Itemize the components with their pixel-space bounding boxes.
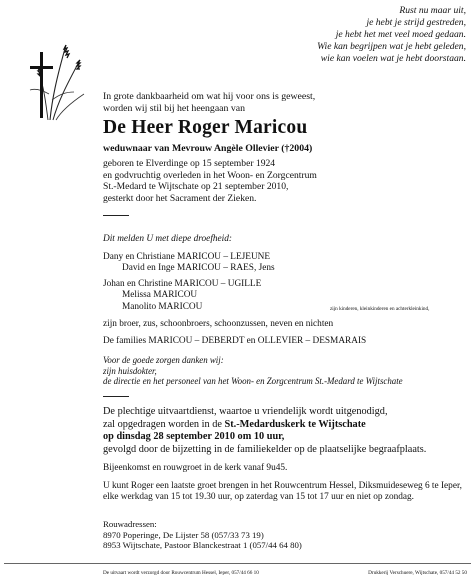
care-thanks-line: zijn huisdokter, — [103, 365, 157, 376]
bio-line: St.-Medard te Wijtschate op 21 september 2010, — [103, 181, 289, 193]
funeral-line: gevolgd door de bijzetting in de familiekelder op de plaatselijke begraafplaats. — [103, 443, 427, 455]
family-line: Melissa MARICOU — [122, 290, 198, 300]
section-divider — [103, 396, 129, 397]
section-divider — [103, 215, 129, 216]
siblings-line: zijn broer, zus, schoonbroers, schoonzussen, neven en nichten — [103, 319, 334, 329]
viewing-line: elke werkdag van 15 tot 19.30 uur, op zaterdag van 15 tot 17 uur en niet op zondag. — [103, 492, 414, 502]
poem-line: Rust nu maar uit, — [399, 5, 466, 16]
family-line: Johan en Christine MARICOU – UGILLE — [103, 279, 262, 289]
address-line: 8970 Poperinge, De Lijster 58 (057/33 73 19) — [103, 529, 264, 540]
addresses-heading: Rouwadressen: — [103, 519, 157, 529]
church-name: St.-Medarduskerk te Wijtschate — [224, 418, 366, 430]
funeral-line: De plechtige uitvaartdienst, waartoe u vriendelijk wordt uitgenodigd, — [103, 406, 388, 417]
bio-line: en godvruchtig overleden in het Woon- en Zorgcentrum — [103, 169, 317, 181]
poem-line: je hebt je strijd gestreden, — [366, 17, 466, 28]
intro-line: In grote dankbaarheid om wat hij voor ons is geweest, — [103, 91, 316, 102]
address-line: 8953 Wijtschate, Pastoor Blanckestraat 1 (057/44 64 80) — [103, 540, 302, 550]
funeral-details — [103, 406, 426, 456]
funeral-line — [103, 419, 426, 432]
grandchildren-note: zijn kinderen, kleinkinderen en achterkleinkind, — [330, 306, 430, 312]
intro — [103, 91, 315, 114]
poem-line: wie kan voelen wat je hebt doorstaan. — [320, 53, 466, 64]
poem-line: Wie kan begrijpen wat je hebt geleden, — [317, 41, 466, 52]
families-line: De families MARICOU – DEBERDT en OLLEVIER – DESMARAIS — [103, 336, 367, 346]
funeral-date: op dinsdag 28 september 2010 om 10 uur, — [103, 431, 285, 442]
viewing-info — [103, 481, 462, 503]
gathering-line: Bijeenkomst en rouwgroet in de kerk vanaf 9u45. — [103, 463, 288, 473]
family-line: Dany en Christiane MARICOU – LEJEUNE — [103, 252, 271, 262]
biography — [103, 158, 317, 204]
funeral-line-text: zal opgedragen worden in de — [103, 418, 225, 430]
cross-with-wheat-icon — [22, 40, 88, 122]
spouse-line: weduwnaar van Mevrouw Angèle Ollevier (†2004) — [103, 143, 313, 154]
addresses-block — [103, 519, 302, 551]
viewing-line: U kunt Roger een laatste groet brengen in het Rouwcentrum Hessel, Diksmuideseweg 6 te Ieper, — [103, 481, 463, 491]
poem — [317, 5, 466, 65]
grief-heading: Dit melden U met diepe droefheid: — [103, 234, 232, 244]
deceased-name: De Heer Roger Maricou — [103, 117, 308, 138]
intro-line: worden wij stil bij het heengaan van — [103, 102, 246, 114]
bio-line: gesterkt door het Sacrament der Zieken. — [103, 192, 257, 204]
care-thanks-line: de directie en het personeel van het Woon- en Zorgcentrum St.-Medard te Wijtschate — [103, 376, 403, 386]
family-line: David en Inge MARICOU – RAES, Jens — [122, 263, 275, 273]
poem-line: je hebt het met veel moed gedaan. — [335, 29, 466, 40]
care-thanks-line: Voor de goede zorgen danken wij: — [103, 355, 224, 365]
footer-left: De uitvaart wordt verzorgd door Rouwcentrum Hessel, Ieper, 057/44 66 10 — [103, 570, 259, 576]
family-line: Manolito MARICOU — [122, 302, 203, 312]
care-thanks — [103, 355, 403, 387]
footer-rule — [4, 563, 471, 564]
bio-line: geboren te Elverdinge op 15 september 1924 — [103, 158, 276, 169]
footer-right: Drukkerij Verschuere, Wijtschate, 057/44 52 50 — [368, 570, 467, 576]
